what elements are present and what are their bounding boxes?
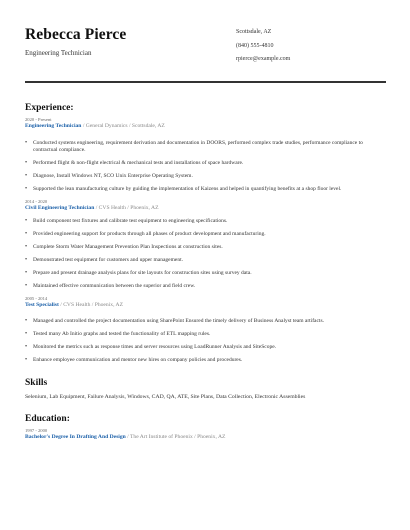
job-company: General Dynamics / Scottsdale, AZ — [85, 122, 165, 129]
job-company: CVS Health / Phoenix, AZ — [98, 204, 159, 211]
job-separator: / — [94, 204, 99, 211]
candidate-name: Rebecca Pierce — [25, 26, 127, 43]
contact-phone: (840) 555-4810 — [236, 42, 274, 49]
bullet-item: • Build component test fixtures and calibrate test equipment to engineering specifications. — [25, 218, 386, 225]
skills-list: Selenium, Lab Equipment, Failure Analysis, Windows, CAD, QA, ATE, Site Plans, Data Collection, Electronic Assemblies — [25, 393, 306, 400]
job-bullets — [25, 318, 386, 364]
name-block — [25, 26, 126, 70]
education-dates: 1997 - 2000 — [25, 427, 48, 433]
job-heading — [25, 205, 386, 212]
skills-section — [25, 378, 386, 401]
education-section — [25, 414, 386, 441]
contact-block — [236, 26, 386, 70]
job-company: CVS Health / Phoenix, AZ — [63, 301, 124, 308]
job-heading — [25, 123, 386, 130]
job-title: Test Specialist — [25, 301, 59, 308]
contact-email: rpierce@example.com — [236, 56, 291, 62]
job-entry — [25, 117, 386, 193]
bullet-item: • Maintained effective communication between the superior and field crew. — [25, 283, 386, 290]
candidate-role: Engineering Technician — [25, 49, 92, 57]
bullet-item: • Performed flight & non-flight electrical & mechanical tests and installations of space hardware. — [25, 160, 386, 167]
job-dates: 2014 - 2020 — [25, 198, 48, 204]
job-dates: 2005 - 2014 — [25, 295, 48, 301]
bullet-item: • Managed and controlled the project documentation using SharePoint Ensured the timely delivery of Business Analyst team artifacts. — [25, 318, 386, 325]
job-heading — [25, 302, 386, 309]
skills-heading: Skills — [25, 377, 48, 388]
bullet-item: • Diagnose, Install Windows NT, SCO Unix Enterprise Operating System. — [25, 173, 386, 180]
bullet-item: • Supported the lean manufacturing culture by guiding the implementation of Kaizens and helped in quantifying benefits at a shop floor level. — [25, 186, 386, 193]
education-entry — [25, 434, 386, 441]
education-heading: Education: — [25, 413, 70, 424]
header-divider — [25, 81, 386, 83]
bullet-item: • Tested many Ab Initio graphs and tested the functionality of ETL mapping rules. — [25, 331, 386, 338]
job-title: Engineering Technician — [25, 122, 82, 129]
experience-heading: Experience: — [25, 102, 74, 113]
job-dates: 2020 - Present — [25, 116, 52, 122]
degree-title: Bachelor's Degree In Drafting And Design — [25, 433, 126, 440]
job-separator: / — [81, 122, 86, 129]
job-entry — [25, 296, 386, 364]
job-separator: / — [58, 301, 64, 308]
bullet-item: • Demonstrated test equipment for customers and upper management. — [25, 257, 386, 264]
bullet-item: • Monitored the metrics such as response times and server resources using LoadRunner Analysis and SiteScope. — [25, 344, 386, 351]
job-entry — [25, 199, 386, 290]
job-bullets — [25, 140, 386, 193]
experience-section — [25, 103, 386, 364]
contact-location: Scottsdale, AZ — [236, 29, 272, 35]
school-name: The Art Institute of Phoenix / Phoenix, AZ — [130, 433, 226, 440]
job-bullets — [25, 218, 386, 290]
bullet-item: • Conducted systems engineering, requirement derivation and documentation in DOORS, performed complex trade studies, performance compliance to contractual compliance. — [25, 140, 386, 154]
bullet-item: • Enhance employee communication and mentor new hires on company policies and procedures. — [25, 357, 386, 364]
bullet-item: • Prepare and present drainage analysis plans for site layouts for construction sites using survey data. — [25, 270, 386, 277]
resume-header — [25, 26, 386, 70]
education-separator: / — [125, 433, 130, 440]
bullet-item: • Complete Storm Water Management Prevention Plan Inspections at construction sites. — [25, 244, 386, 251]
bullet-item: • Provided engineering support for products through all phases of product development and manufacturing. — [25, 231, 386, 238]
job-title: Civil Engineering Technician — [25, 204, 95, 211]
